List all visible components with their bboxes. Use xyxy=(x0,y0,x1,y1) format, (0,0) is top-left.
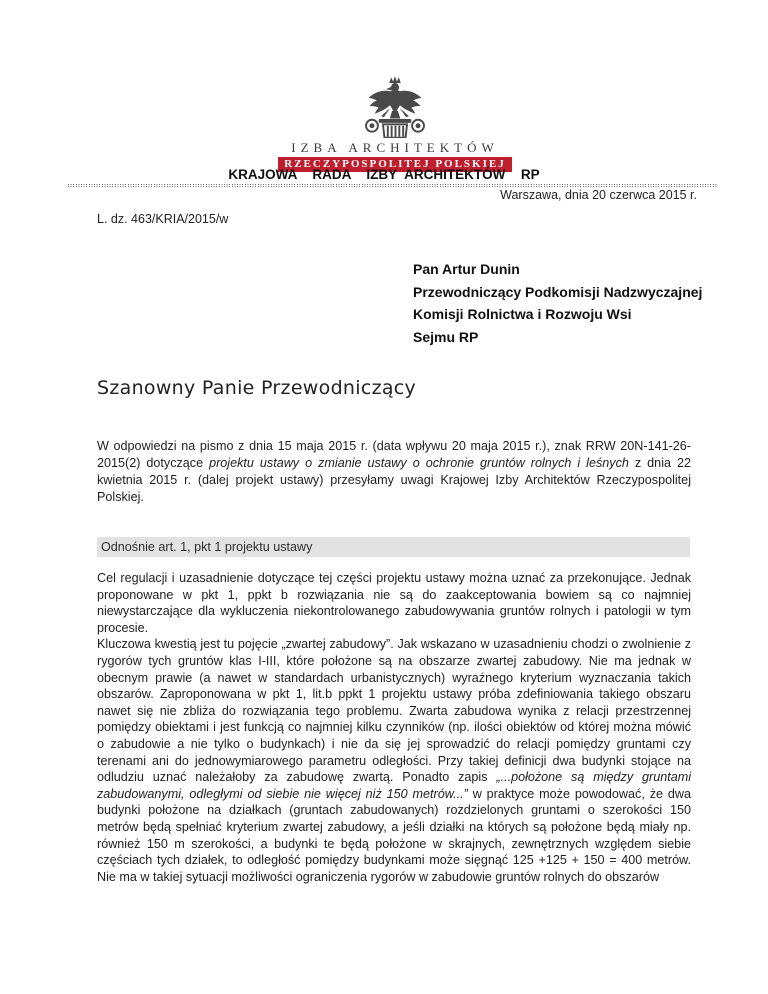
organization-subname-banner: RZECZYPOSPOLITEJ POLSKIEJ xyxy=(278,157,511,172)
section-heading: Odnośnie art. 1, pkt 1 projektu ustawy xyxy=(97,537,690,557)
body-text xyxy=(97,570,691,885)
intro-paragraph: W odpowiedzi na pismo z dnia 15 maja 2015 r. (data wpływu 20 maja 2015 r.), znak RRW 20N-141-26-2015(2) dotyczące projektu ustawy o zmianie ustawy o ochronie gruntów rolnych i leśnych z dnia 22 kwietnia 2015 r. (dalej projekt ustawy) przesyłamy uwagi Krajowej Izby Architektów Rzeczypospolitej Polskiej. xyxy=(97,439,691,504)
addressee-title-line1: Przewodniczący Podkomisji Nadzwyczajnej xyxy=(413,283,703,300)
letterhead-title: KRAJOWA RADA IZBY ARCHITEKTÓW RP xyxy=(228,167,540,182)
place-and-date: Warszawa, dnia 20 czerwca 2015 r. xyxy=(500,188,697,202)
organization-name: IZBA ARCHITEKTÓW xyxy=(291,140,499,155)
salutation: Szanowny Panie Przewodniczący xyxy=(97,377,417,399)
body-paragraph-1: Cel regulacji i uzasadnienie dotyczące tej części projektu ustawy można uznać za przekonujące. Jednak proponowane w pkt 1, ppkt b rozwiązania nie są do zaakceptowania bowiem są co najmniej niewystarczające dla wykluczenia niekontrolowanego zabudowywania gruntów rolnych i patologii w tym procesie. xyxy=(97,571,691,635)
addressee-name: Pan Artur Dunin xyxy=(413,261,520,277)
addressee-block xyxy=(413,258,702,348)
letterhead-divider xyxy=(68,184,718,187)
addressee-title-line2: Komisji Rolnictwa i Rozwoju Wsi xyxy=(413,306,632,322)
reference-number: L. dz. 463/KRIA/2015/w xyxy=(97,212,229,226)
organization-logo xyxy=(284,76,506,172)
polish-eagle-on-ionic-column-icon xyxy=(347,76,443,138)
addressee-title-line3: Sejmu RP xyxy=(413,328,479,345)
body-paragraph-2: Kluczowa kwestią jest tu pojęcie „zwartej zabudowy”. Jak wskazano w uzasadnieniu chodzi o zwolnienie z rygorów tych gruntów klas I-III, które położone są na obszarze zwartej zabudowy. Nie ma jednak w obecnym prawie (a nawet w standardach urbanistycznych) wyraźnego kryterium wyznaczania takich obszarów. Zaproponowana w pkt 1, lit.b ppkt 1 projektu ustawy próba zdefiniowania takiego obszaru nawet się nie zbliża do rozwiązania tego problemu. Zwarta zabudowa wynika z relacji przestrzennej pomiędzy obiektami i jest funkcją co najmniej kilku czynników (np. ilości obiektów od której można mówić o zabudowie a nie tylko o budynkach) i nie da się jej sprowadzić do relacji pomiędzy gruntami czy terenami ani do jednowymiarowego parametru odległości. Przy takiej definicji dwa budynki stojące na odludziu uznać należałoby za zabudowę zwartą. Ponadto zapis „...położone są między gruntami zabudowanymi, odległymi od siebie nie więcej niż 150 metrów...” w praktyce może powodować, że dwa budynki położone na działkach (gruntach zabudowanych) rozdzielonych gruntami o szerokości 150 metrów będą spełniać kryterium zwartej zabudowy, a jeśli działki na których są położone będą miały np. również 150 m szerokości, a budynki te będą położone w skrajnych, zewnętrznych względem siebie częściach tych działek, to odległość pomiędzy budynkami może sięgnąć 125 +125 + 150 = 400 metrów. Nie ma w takiej sytuacji możliwości ograniczenia rygorów w zabudowie gruntów rolnych do obszarów xyxy=(97,637,691,884)
